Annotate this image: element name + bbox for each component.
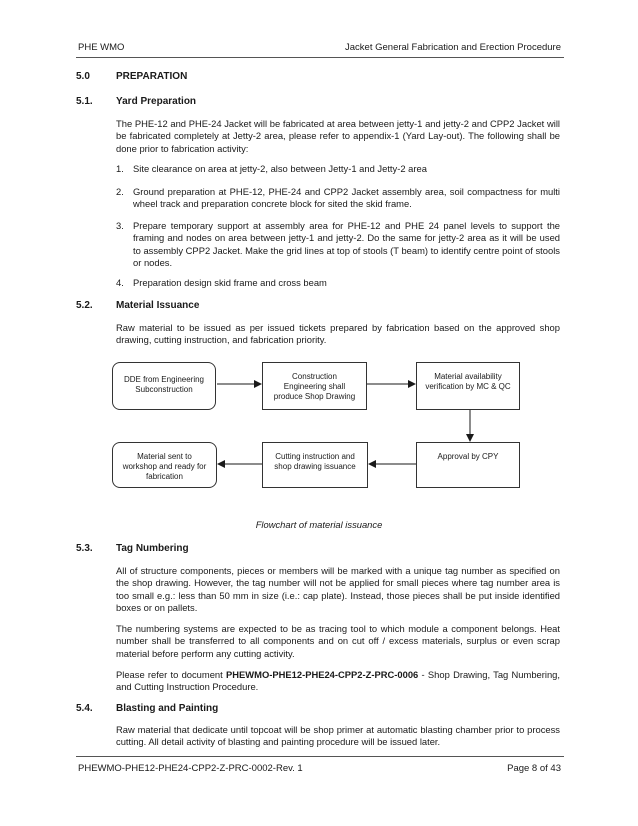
list-item-number: 3. [116,220,124,231]
flow-box-line: workshop and ready for [122,462,207,471]
reference-document-number: PHEWMO-PHE12-PHE24-CPP2-Z-PRC-0006 [226,669,419,680]
flow-box-construction [262,362,367,410]
section-5-3-paragraph-3 [116,669,560,694]
flow-box-approval [416,442,520,488]
flow-box-line: shop drawing issuance [274,462,356,471]
flow-box-line: produce Shop Drawing [273,392,356,401]
flowchart-caption: Flowchart of material issuance [255,519,383,530]
flow-box-line: Subconstruction [135,385,193,394]
section-5-0-title: PREPARATION [116,71,188,82]
section-5-2-title: Material Issuance [116,300,200,311]
reference-title: - Shop Drawing, Tag Numbering, and Cutting Instruction Procedure. [116,669,561,693]
section-5-2-text: Raw material to be issued as per issued tickets prepared by fabrication based on the approved shop drawing, cutting instruction, and fabrication priority. [116,322,560,346]
section-5-4-text: Raw material that dedicate until topcoat will be shop primer at automatic blasting chamber prior to process cutting. All detail activity of blasting and painting procedure will be issued later. [116,724,560,748]
list-item-text: Prepare temporary support at assembly area for PHE-12 and PHE 24 panel levels to support the framing and nodes on area between jetty-1 and jetty-2. Do the same for jetty-2 area as it will be used to assembly CPP2 Jacket. Make the grid lines at top of stools (T beam) to identify centre point of stools or nodes. [133,220,560,269]
flow-box-cutting [262,442,368,488]
list-item-text: Site clearance on area at jetty-2, also between Jetty-1 and Jetty-2 area [133,163,427,174]
flow-box-line: fabrication [146,472,183,481]
reference-intro: Please refer to document [116,669,227,680]
list-item-text: Preparation design skid frame and cross beam [133,277,327,288]
footer-page-number: Page 8 of 43 [507,763,561,774]
header-right: Jacket General Fabrication and Erection Procedure [345,42,561,53]
section-5-3-paragraph-1: All of structure components, pieces or members will be marked with a unique tag number as specified on the shop drawing. However, the tag number will not be applied for small pieces where tag number area is too small e.g.: less than 50 mm in size (i.e.: cap plate). Instead, those pieces shall be put inside identified boxes or on pallets. [116,565,560,614]
list-item-text: Ground preparation at PHE-12, PHE-24 and CPP2 Jacket assembly area, soil compactness for multi wheel track and preparation concrete block for sited the skid frame. [133,186,560,210]
footer-rule [76,756,564,757]
section-5-4-number: 5.4. [76,703,93,714]
section-5-1-number: 5.1. [76,96,93,107]
flow-box-line: Engineering shall [283,382,346,391]
flow-box-line: DDE from Engineering [123,375,205,384]
flow-box-line: Construction [292,372,337,381]
section-5-4-title: Blasting and Painting [116,703,219,714]
footer-document-number: PHEWMO-PHE12-PHE24-CPP2-Z-PRC-0002-Rev. 1 [78,763,303,774]
flow-box-line: Material sent to [137,452,192,461]
flow-box-availability [416,362,520,410]
section-5-1-title: Yard Preparation [116,96,197,107]
flow-box-line: Approval by CPY [437,452,499,461]
list-item-number: 1. [116,163,124,174]
flow-box-line: Material availability [434,372,502,381]
flow-box-sent [112,442,217,488]
flow-box-line: verification by MC & QC [425,382,511,391]
section-5-3-title: Tag Numbering [116,543,189,554]
section-5-1-intro: The PHE-12 and PHE-24 Jacket will be fabricated at area between jetty-1 and jetty-2 and CPP2 Jacket will be fabricated completely at Jetty-2 area, please refer to appendix-1 (Yard Lay-out). The following shall be done prior to fabrication activity: [116,118,560,154]
flow-box-line: Cutting instruction and [275,452,355,461]
header-left: PHE WMO [78,42,125,53]
list-item-number: 4. [116,277,124,288]
section-5-3-paragraph-2: The numbering systems are expected to be as tracing tool to which module a component belongs. Heat number shall be transferred to all components and on cut off / excess materials, surplus or even scrap material before perform any cutting activity. [116,623,560,659]
section-5-2-number: 5.2. [76,300,93,311]
list-item-number: 2. [116,186,124,197]
flow-box-dde [112,362,216,410]
section-5-0-number: 5.0 [76,71,90,82]
section-5-3-number: 5.3. [76,543,93,554]
